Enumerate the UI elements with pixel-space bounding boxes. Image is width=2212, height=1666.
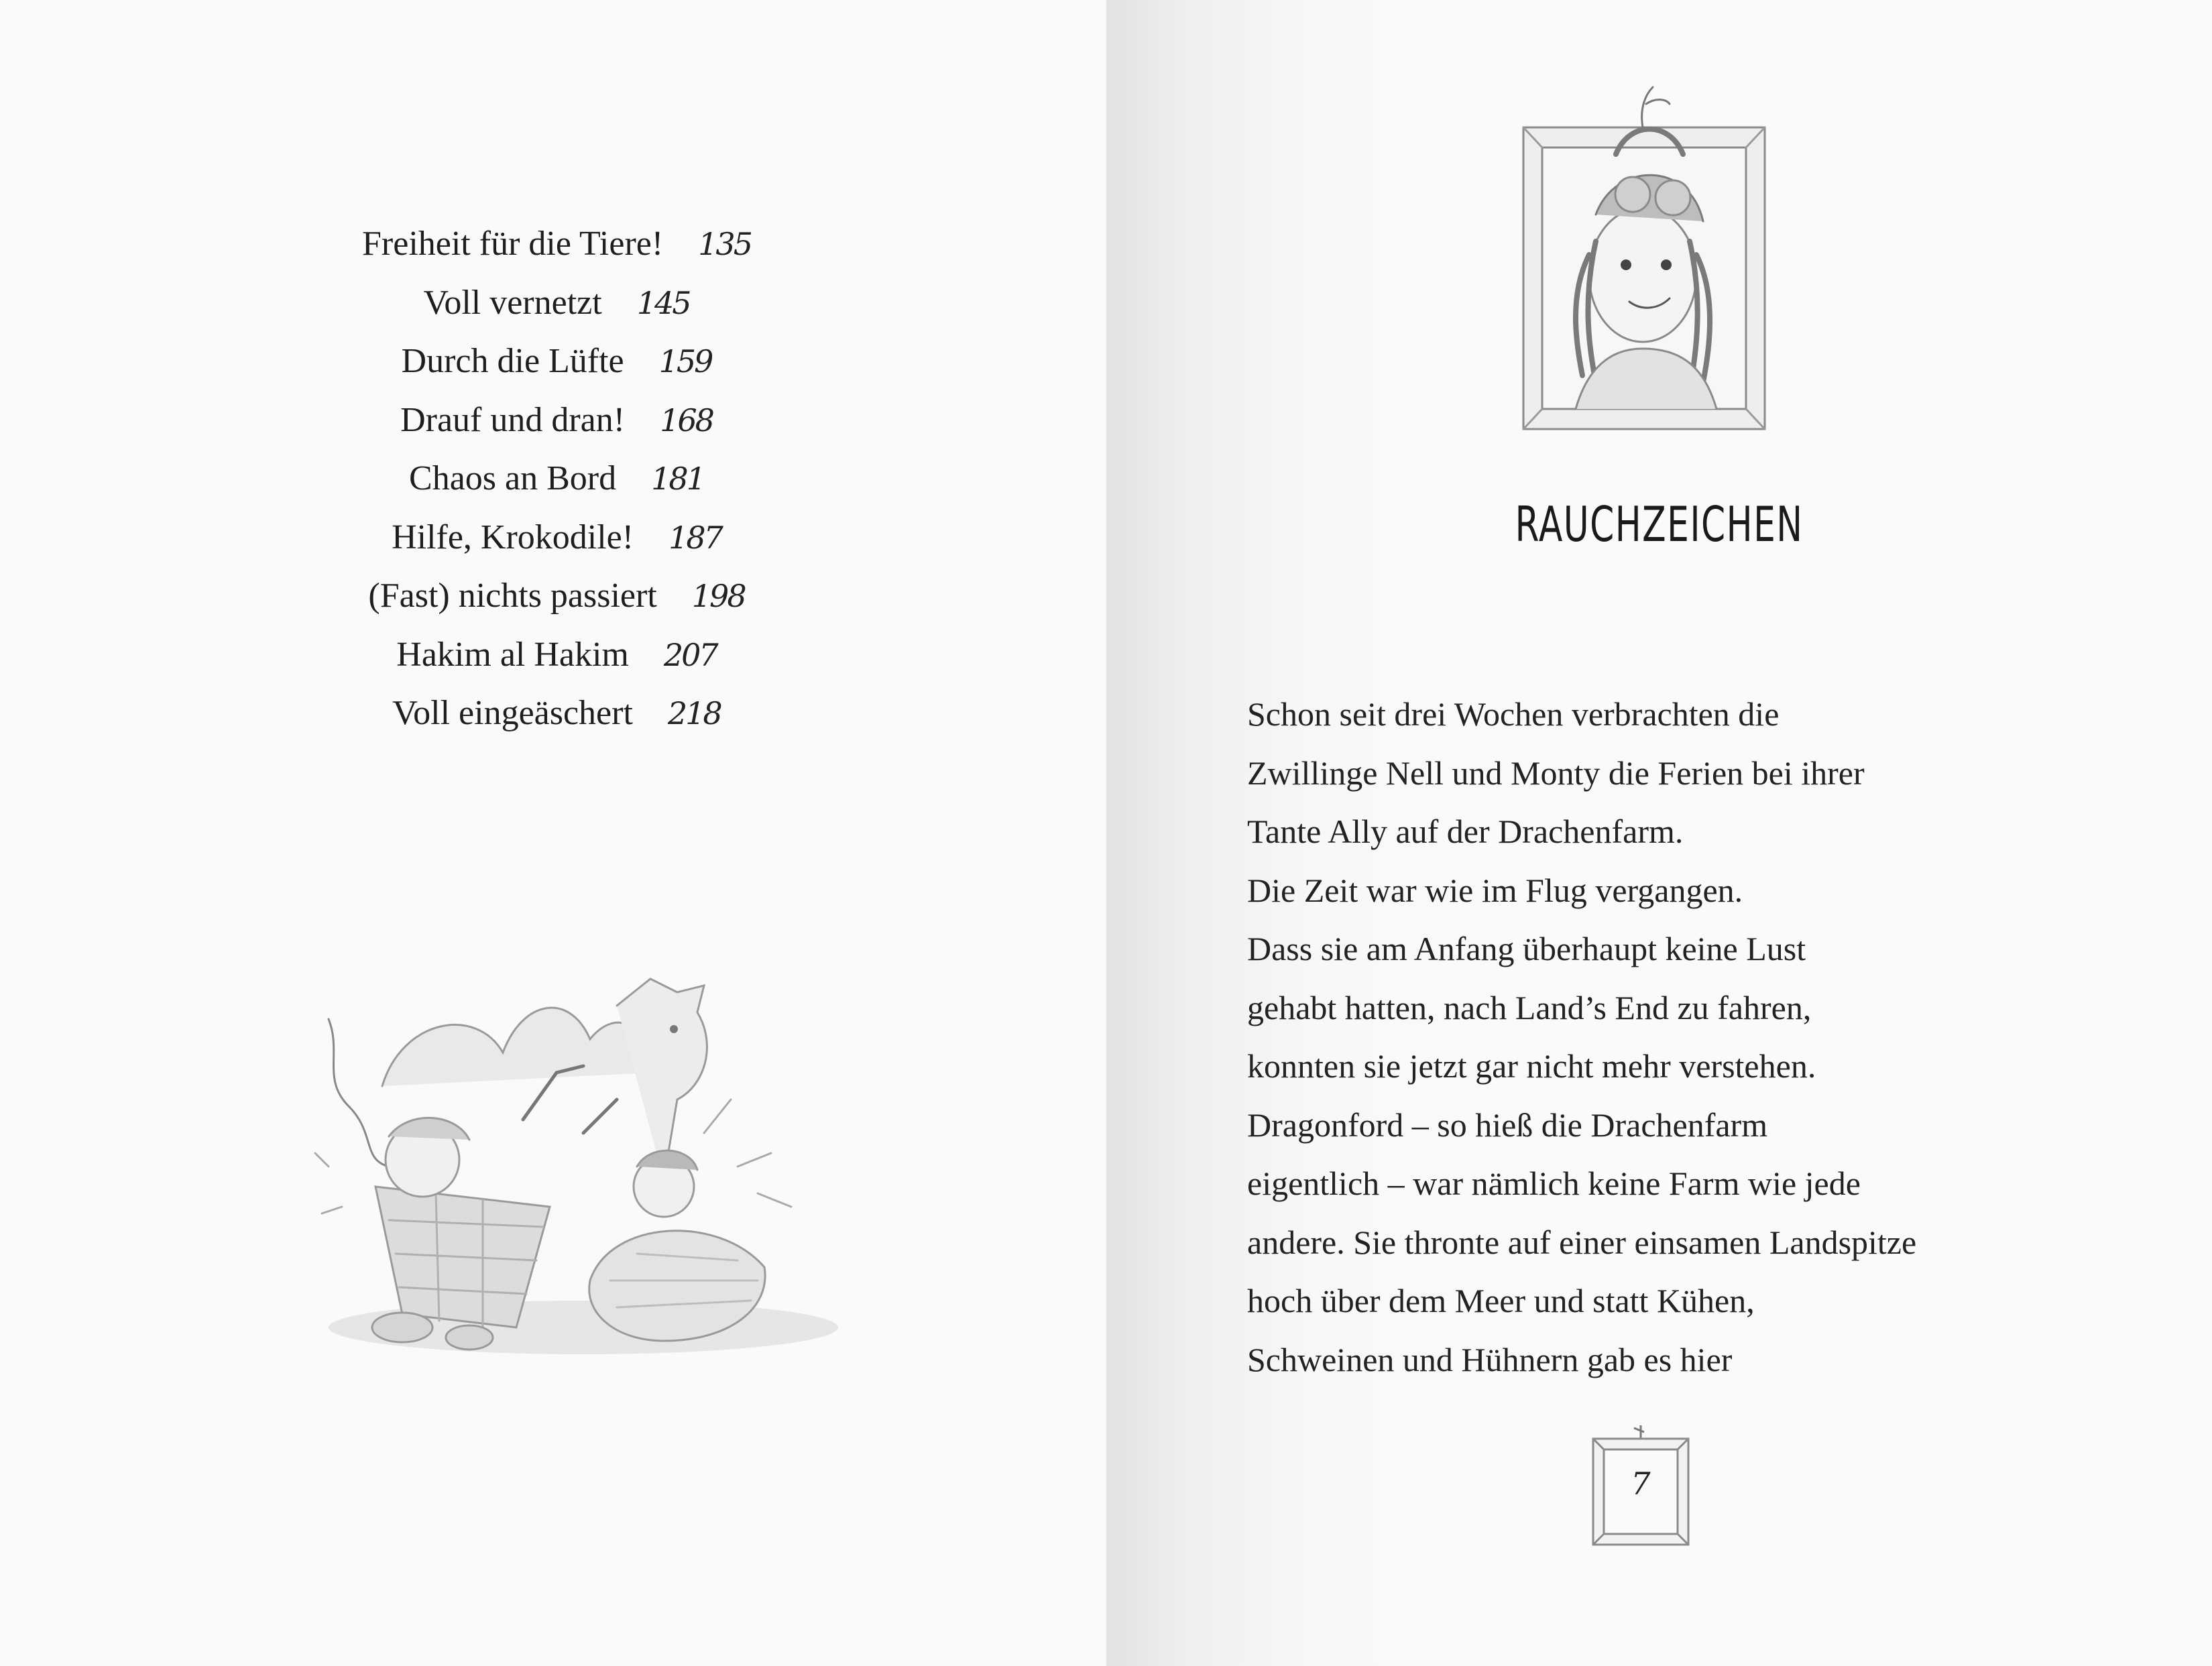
toc-entry	[282, 684, 831, 743]
text-line: Tante Ally auf der Drachenfarm.	[1247, 813, 1684, 850]
text-line: andere. Sie thronte auf einer einsamen Landspitze	[1247, 1223, 1917, 1261]
toc-entry-title: Hilfe, Krokodile!	[392, 518, 634, 556]
toc-entry-title: Hakim al Hakim	[396, 635, 629, 674]
toc-entry	[282, 449, 831, 508]
text-line: Dragonford – so hieß die Drachenfarm	[1247, 1106, 1768, 1144]
text-line: gehabt hatten, nach Land’s End zu fahren,	[1247, 988, 1812, 1026]
toc-entry	[282, 391, 831, 450]
toc-entry-page: 218	[667, 695, 721, 731]
text-line: Die Zeit war wie im Flug vergangen.	[1247, 871, 1743, 909]
table-of-contents	[282, 215, 831, 743]
portrait-illustration	[1515, 80, 1777, 436]
text-line: Dass sie am Anfang überhaupt keine Lust	[1247, 930, 1806, 967]
chapter-body	[1247, 685, 2119, 1389]
chaos-illustration	[302, 965, 838, 1381]
chapter-title: RAUCHZEICHEN	[1515, 496, 1804, 552]
page-number: 7	[1631, 1466, 1651, 1502]
toc-entry-page: 168	[660, 402, 713, 438]
toc-entry-title: Freiheit für die Tiere!	[362, 225, 664, 263]
text-line: Zwillinge Nell und Monty die Ferien bei ihrer	[1247, 754, 1865, 792]
toc-entry	[282, 274, 831, 333]
text-line: eigentlich – war nämlich keine Farm wie jede	[1247, 1165, 1861, 1202]
toc-entry-page: 198	[691, 578, 745, 614]
toc-entry-page: 145	[636, 284, 690, 321]
toc-entry-page: 135	[698, 226, 751, 262]
toc-entry	[282, 626, 831, 685]
text-line: Schon seit drei Wochen verbrachten die	[1247, 695, 1780, 733]
toc-entry	[282, 332, 831, 391]
toc-entry-title: Voll eingeäschert	[392, 694, 633, 732]
toc-entry-title: Drauf und dran!	[400, 400, 626, 439]
text-line: Schweinen und Hühnern gab es hier	[1247, 1340, 1733, 1378]
toc-entry	[282, 215, 831, 274]
toc-entry-title: Durch die Lüfte	[401, 342, 624, 380]
toc-entry-title: Chaos an Bord	[409, 459, 617, 497]
toc-entry-page: 187	[668, 519, 721, 556]
toc-entry-page: 181	[651, 461, 704, 497]
toc-entry	[282, 567, 831, 626]
toc-entry	[282, 508, 831, 567]
toc-entry-page: 207	[663, 636, 717, 673]
text-line: konnten sie jetzt gar nicht mehr verstehen.	[1247, 1047, 1816, 1085]
toc-entry-page: 159	[658, 343, 712, 379]
text-line: hoch über dem Meer und statt Kühen,	[1247, 1282, 1755, 1319]
toc-entry-title: (Fast) nichts passiert	[368, 577, 657, 615]
toc-entry-title: Voll vernetzt	[423, 283, 602, 322]
